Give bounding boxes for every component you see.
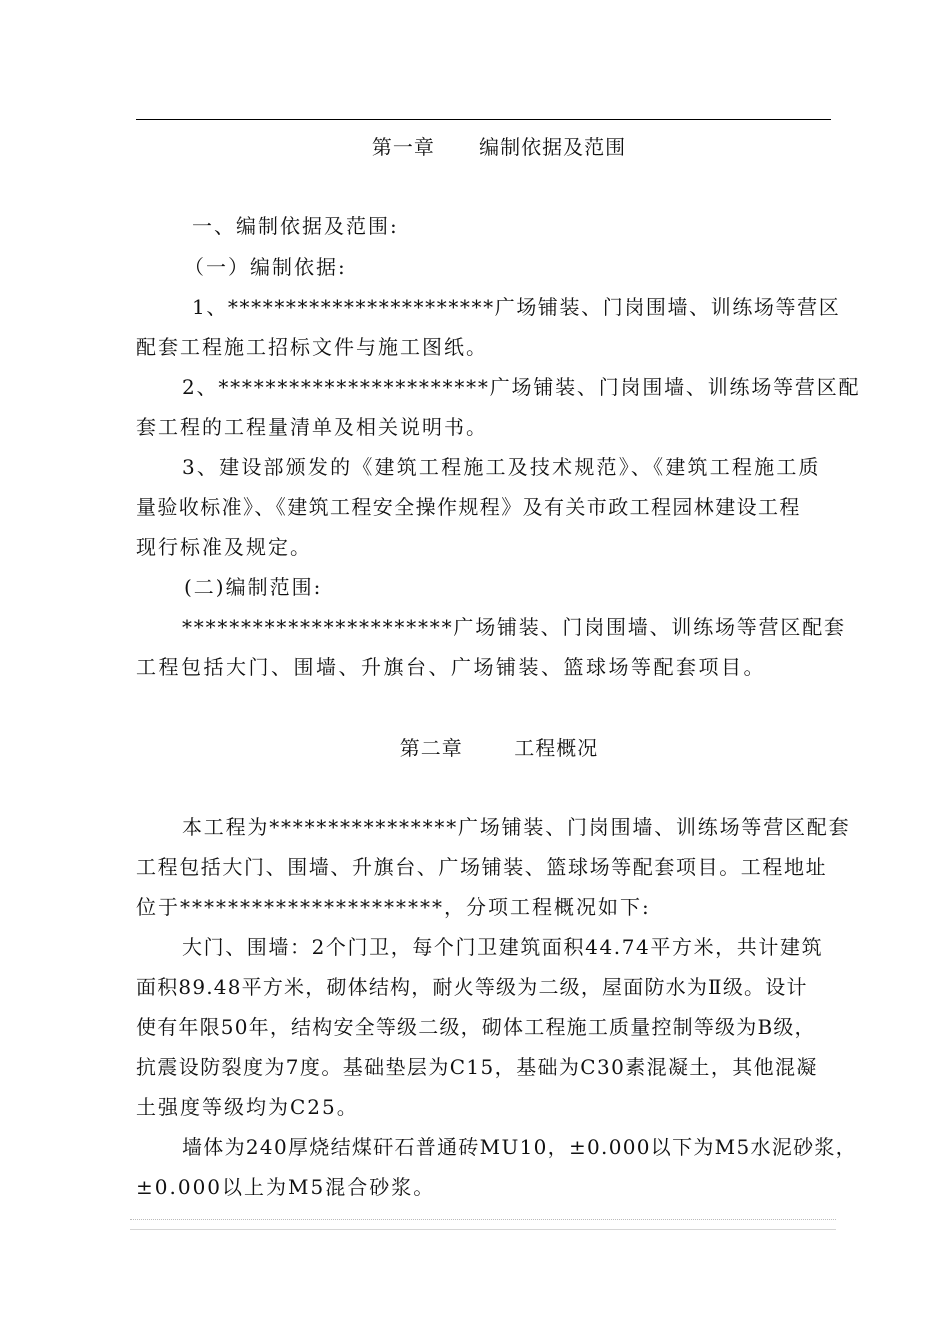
paragraph-line: ***********************广场铺装、门岗围墙、训练场等营区配套 bbox=[182, 615, 846, 639]
paragraph-line: 现行标准及规定。 bbox=[136, 535, 312, 559]
chapter-2-title: 第二章 工程概况 bbox=[399, 736, 599, 760]
paragraph-line: 本工程为****************广场铺装、门岗围墙、训练场等营区配套 bbox=[182, 815, 851, 839]
footer-divider bbox=[130, 1229, 836, 1230]
top-rule bbox=[136, 119, 831, 120]
paragraph-line: 墙体为240厚烧结煤矸石普通砖MU10，±0.000以下为M5水泥砂浆， bbox=[182, 1135, 857, 1159]
subsection-heading: （一）编制依据: bbox=[184, 255, 347, 279]
paragraph-line: 面积89.48平方米，砌体结构，耐火等级为二级，屋面防水为Ⅱ级。设计 bbox=[136, 975, 808, 999]
paragraph-line: 2、***********************广场铺装、门岗围墙、训练场等营区配 bbox=[182, 375, 861, 399]
paragraph-line: 土强度等级均为C25。 bbox=[136, 1095, 359, 1119]
paragraph-line: 大门、围墙：2个门卫，每个门卫建筑面积44.74平方米，共计建筑 bbox=[182, 935, 824, 959]
paragraph-line: 1、***********************广场铺装、门岗围墙、训练场等营区 bbox=[192, 295, 841, 319]
subsection-heading: (二)编制范围: bbox=[184, 575, 323, 599]
footer-divider bbox=[130, 1219, 836, 1220]
paragraph-line: 配套工程施工招标文件与施工图纸。 bbox=[136, 335, 488, 359]
paragraph-line: 位于**********************，分项工程概况如下: bbox=[136, 895, 651, 919]
paragraph-line: 3、建设部颁发的《建筑工程施工及技术规范》、《建筑工程施工质 bbox=[182, 455, 821, 479]
paragraph-line: 工程包括大门、围墙、升旗台、广场铺装、篮球场等配套项目。工程地址 bbox=[136, 855, 828, 879]
paragraph-line: 套工程的工程量清单及相关说明书。 bbox=[136, 415, 488, 439]
paragraph-line: ±0.000以上为M5混合砂浆。 bbox=[136, 1175, 436, 1199]
paragraph-line: 量验收标准》、《建筑工程安全操作规程》及有关市政工程园林建设工程 bbox=[136, 495, 801, 519]
paragraph-line: 抗震设防裂度为7度。基础垫层为C15，基础为C30素混凝土，其他混凝 bbox=[136, 1055, 818, 1079]
chapter-1-title: 第一章 编制依据及范围 bbox=[371, 135, 627, 159]
paragraph-line: 使有年限50年，结构安全等级二级，砌体工程施工质量控制等级为B级， bbox=[136, 1015, 816, 1039]
paragraph-line: 工程包括大门、围墙、升旗台、广场铺装、篮球场等配套项目。 bbox=[136, 655, 766, 679]
section-heading: 一、编制依据及范围: bbox=[192, 214, 399, 238]
